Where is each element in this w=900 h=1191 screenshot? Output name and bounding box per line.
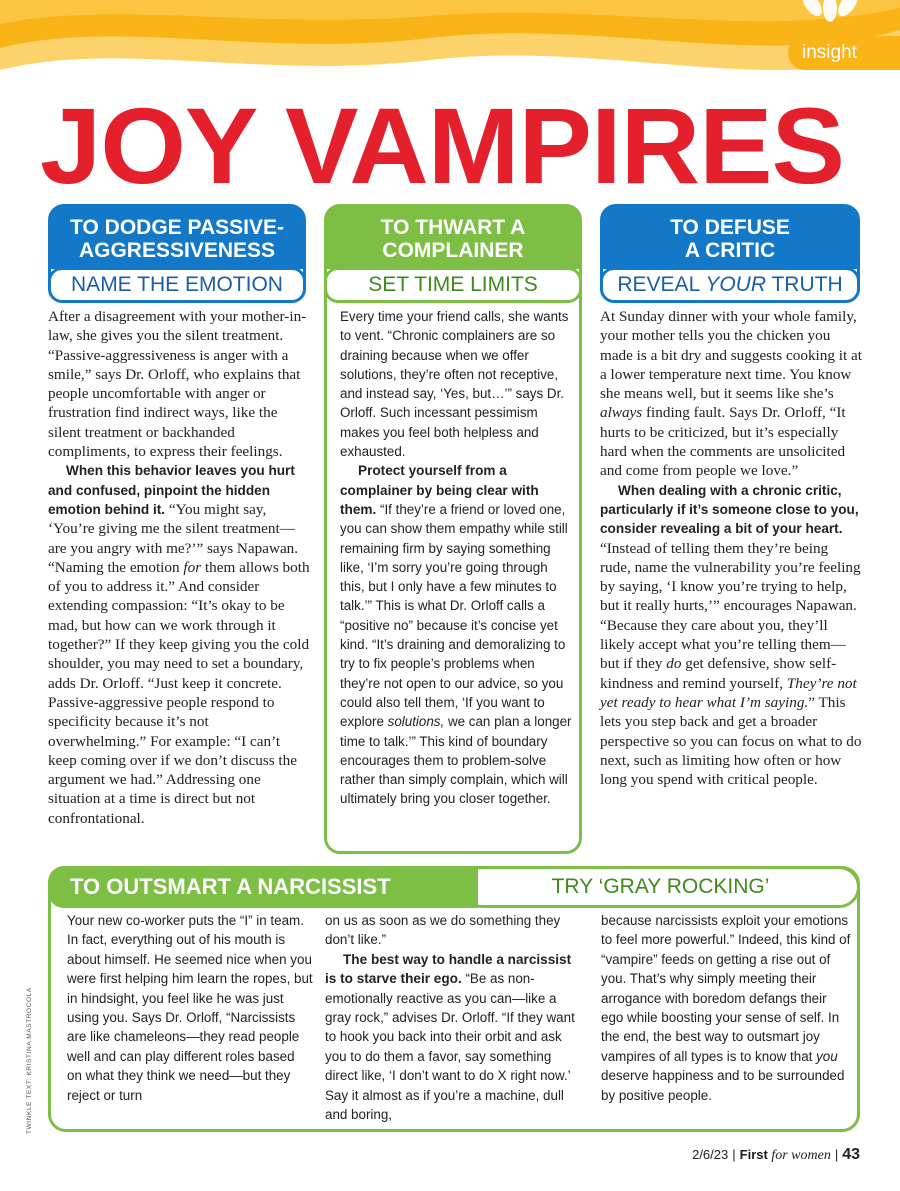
paragraph: After a disagreement with your mother-in-law, she gives you the silent treatment. “Passive-aggressiveness is anger with a smile,” says Dr. Orloff, who explains that people uncomfortable with anger or frustration find indirect ways, like the silent treatment or backhanded compliments, to express their feelings. xyxy=(48,308,307,461)
issue-date: 2/6/23 xyxy=(692,1147,729,1162)
narcissist-col-3: because narcissists exploit your emotions to feel more powerful.” Indeed, this kind of “vampire” feeds on getting a rise out of you. That’s why simply meeting their arrogance with boredom defangs their ego while boosting your sense of self. In the end, the best way to outsmart joy vampires of all types is to know that you deserve happiness and to be surrounded by positive people. xyxy=(601,913,851,1103)
narcissist-tip: TRY ‘GRAY ROCKING’ xyxy=(461,866,860,908)
column-body xyxy=(48,307,310,828)
column-body xyxy=(340,307,572,809)
column-heading: TO DODGE PASSIVE- AGGRESSIVENESS xyxy=(51,207,303,269)
photo-credit: TWINKLE TEXT: KRISTINA MASTROCOLA xyxy=(26,987,33,1134)
paragraph: When this behavior leaves you hurt and confused, pinpoint the hidden emotion behind it. “You might say, ‘You’re giving me the silent treatment—are you angry with me?’” says Napawan. “Naming the emotion for them allows both of you to address it.” And consider extending compassion: “It’s okay to be mad, but how can we work through it together?” If they keep giving you the cold shoulder, you may need to set a boundary, adds Dr. Orloff. “Just keep it concrete. Passive-aggressive people respond to specificity because it’s not overwhelming.” For example: “I can’t keep coming over if we don’t discuss the argument we had.” Addressing one situation at a time is direct but not confrontational. xyxy=(48,463,310,827)
page-title: JOY VAMPIRES xyxy=(40,85,845,206)
column-tip: REVEAL YOUR TRUTH xyxy=(600,267,860,303)
column-heading: TO THWART A COMPLAINER xyxy=(327,207,579,269)
column-tip: NAME THE EMOTION xyxy=(48,267,306,303)
page-number: 43 xyxy=(842,1146,860,1163)
column-passive-aggressive xyxy=(48,204,306,300)
paragraph: Protect yourself from a complainer by being clear with them. “If they’re a friend or loved one, you can show them empathy while still remaining firm by saying something like, ‘I’m sorry you’re going through this, but I only have a few minutes to talk.’” This is what Dr. Orloff calls a “positive no” because it’s concise yet kind. “It’s draining and demoralizing to try to fix people’s problems when they’re not open to our advice, so you could also tell them, ‘If you want to explore solutions, we can plan a longer time to talk.’” This kind of boundary encourages them to problem-solve rather than simply complain, which will ultimately bring you closer together. xyxy=(340,463,572,807)
paragraph: When dealing with a chronic critic, particularly if it’s someone close to you, consider revealing a bit of your heart. “Instead of telling them they’re being rude, name the vulnerability you’re feeling by saying, ‘I know you’re trying to help, but it really hurts,’” encourages Napawan. “Because they care about you, they’ll likely accept what you’re telling them—but if they do get defensive, show self-kindness and remind yourself, They’re not yet ready to hear what I’m saying.” This lets you step back and get a broader perspective so you can focus on what to do next, such as limiting how often or how long you spend with critical people. xyxy=(600,482,862,789)
narcissist-col-2: on us as soon as we do something they don’t like.” The best way to handle a narcissist is to starve their ego. “Be as non-emotionally reactive as you can—like a gray rock,” advises Dr. Orloff. “If they want to hook you back into their orbit and ask you to do them a favor, say something direct like, ‘I don’t want to do X right now.’ Say it almost as if you’re a machine, dull and boring, xyxy=(325,913,575,1123)
paragraph: Every time your friend calls, she wants to vent. “Chronic complainers are so draining because when we offer solutions, they’re often not receptive, and instead say, ‘Yes, but…’” says Dr. Orloff. Such incessant pessimism makes you feel both helpless and exhausted. xyxy=(340,309,569,460)
column-critic xyxy=(600,204,860,300)
narcissist-section xyxy=(48,866,860,1132)
magazine-name: First for women xyxy=(739,1147,831,1163)
page-footer: 2/6/23 | First for women | 43 xyxy=(692,1146,860,1163)
column-heading: TO DEFUSE A CRITIC xyxy=(603,207,857,269)
column-body xyxy=(600,307,862,789)
paragraph: At Sunday dinner with your whole family, your mother tells you the chicken you made is a bit dry and suggests cooking it at a lower temperature next time. You know she means well, but it seems like she’s always finding fault. Says Dr. Orloff, “It hurts to be criticized, but it’s especially hard when the comments are unsolicited and come from people we love.” xyxy=(600,308,862,480)
section-tag: insight xyxy=(788,36,900,70)
column-tip: SET TIME LIMITS xyxy=(324,267,582,303)
narcissist-col-1: Your new co-worker puts the “I” in team. In fact, everything out of his mouth is about himself. He seemed nice when you were first helping him learn the ropes, but in hindsight, you feel like he was just using you. Says Dr. Orloff, “Narcissists are like chameleons—they read people well and can play different roles based on what they think we need—but they reject or turn xyxy=(67,913,313,1103)
narcissist-heading: TO OUTSMART A NARCISSIST xyxy=(48,866,478,908)
